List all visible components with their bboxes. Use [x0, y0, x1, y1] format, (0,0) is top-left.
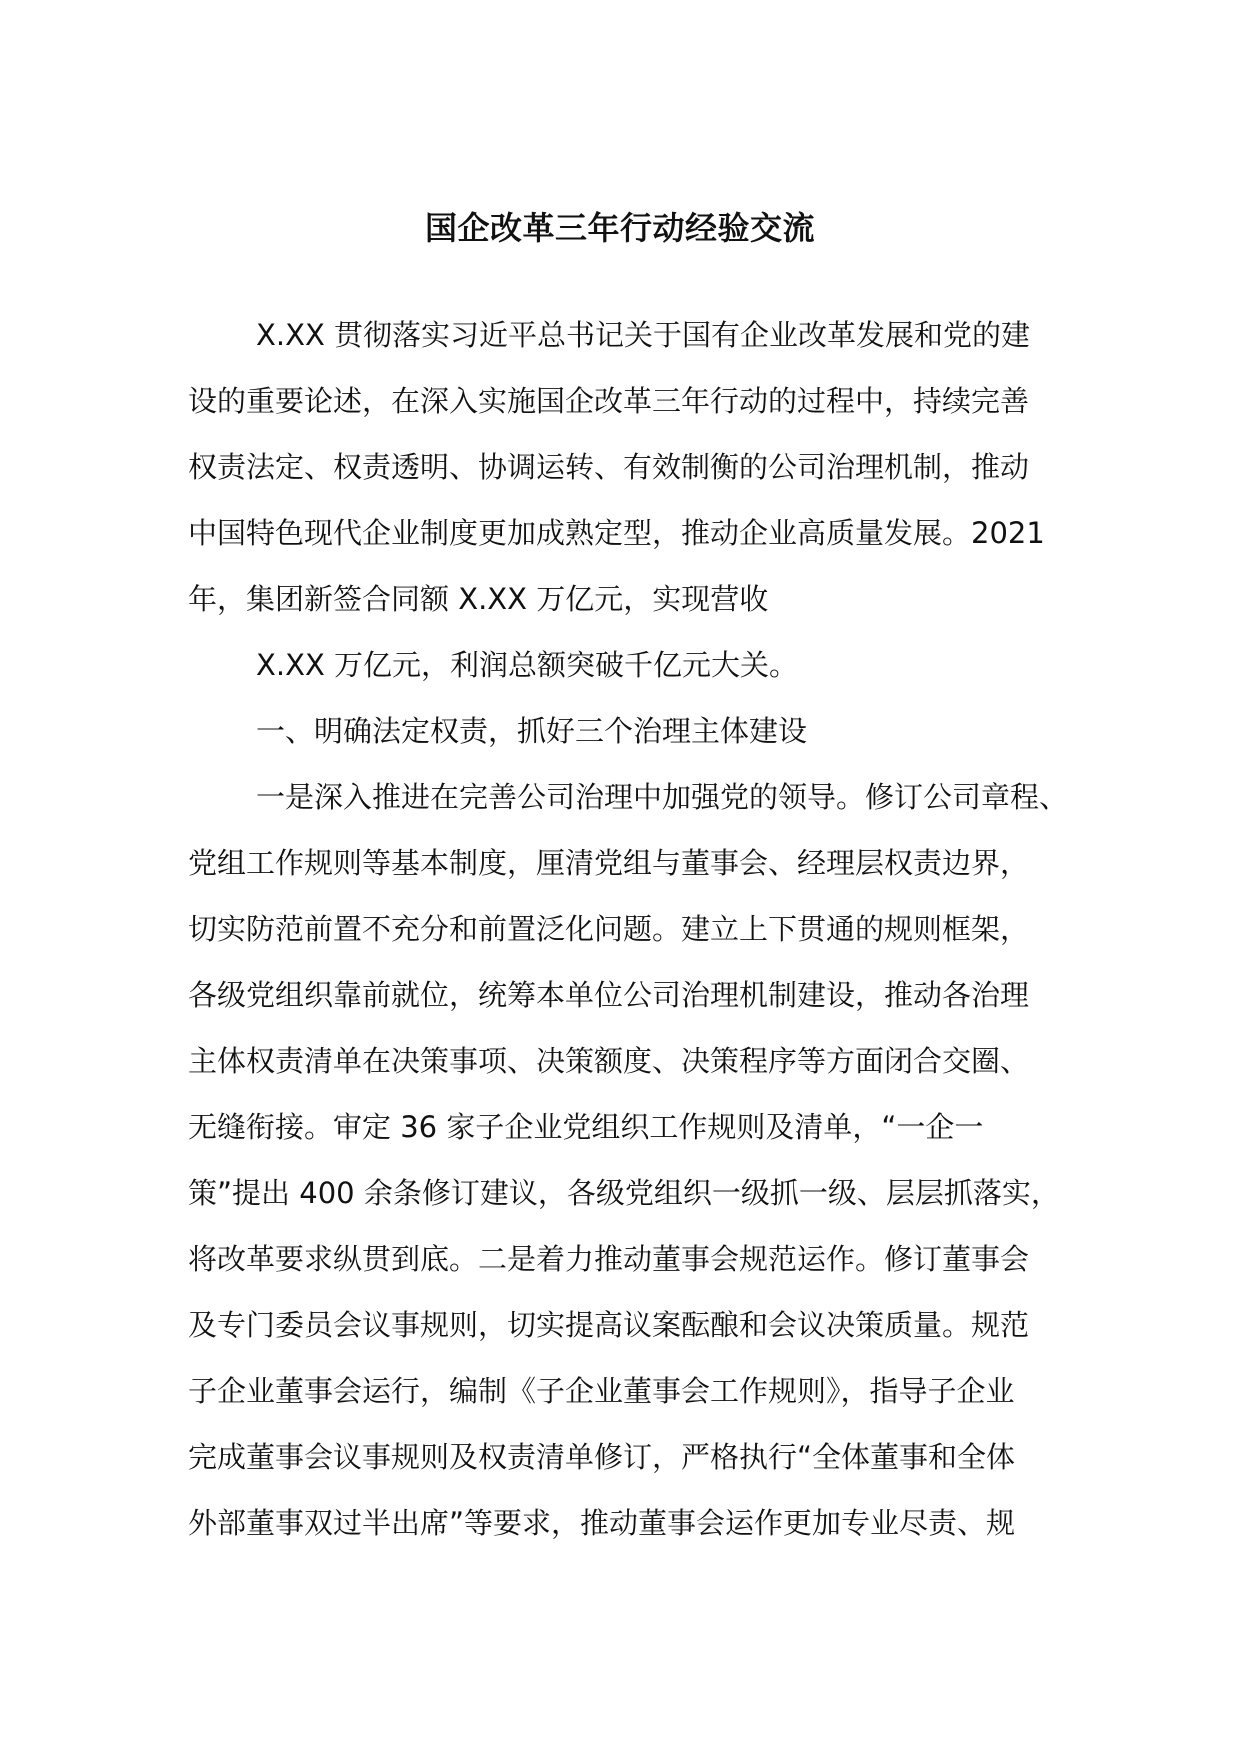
paragraph-line: 权责法定、权责透明、协调运转、有效制衡的公司治理机制，推动	[188, 450, 1030, 484]
paragraph-line: 主体权责清单在决策事项、决策额度、决策程序等方面闭合交圈、	[188, 1044, 1030, 1078]
paragraph-line: X.XX 贯彻落实习近平总书记关于国有企业改革发展和党的建	[256, 318, 1031, 352]
paragraph-line: 策”提出 400 余条修订建议，各级党组织一级抓一级、层层抓落实，	[188, 1176, 1060, 1210]
paragraph-line: 中国特色现代企业制度更加成熟定型，推动企业高质量发展。2021	[188, 516, 1045, 550]
paragraph-line: 切实防范前置不充分和前置泛化问题。建立上下贯通的规则框架，	[188, 912, 1030, 946]
paragraph-line: X.XX 万亿元，利润总额突破千亿元大关。	[256, 648, 799, 682]
paragraph-line: 无缝衔接。审定 36 家子企业党组织工作规则及清单，“一企一	[188, 1110, 984, 1144]
document-body	[188, 302, 1068, 1556]
section-heading-line: 一、明确法定权责，抓好三个治理主体建设	[256, 714, 808, 748]
paragraph-revenue	[188, 632, 1068, 698]
paragraph-intro	[188, 302, 1068, 632]
paragraph-governance	[188, 764, 1068, 1556]
paragraph-line: 将改革要求纵贯到底。二是着力推动董事会规范运作。修订董事会	[188, 1242, 1030, 1276]
paragraph-line: 一是深入推进在完善公司治理中加强党的领导。修订公司章程、	[256, 780, 1069, 814]
paragraph-line: 完成董事会议事规则及权责清单修订，严格执行“全体董事和全体	[188, 1440, 1016, 1474]
paragraph-line: 党组工作规则等基本制度，厘清党组与董事会、经理层权责边界，	[188, 846, 1030, 880]
document-title: 国企改革三年行动经验交流	[424, 209, 815, 247]
section-heading	[188, 698, 1068, 764]
paragraph-line: 年，集团新签合同额 X.XX 万亿元，实现营收	[188, 582, 769, 616]
paragraph-line: 外部董事双过半出席”等要求，推动董事会运作更加专业尽责、规	[188, 1506, 1016, 1540]
paragraph-line: 各级党组织靠前就位，统筹本单位公司治理机制建设，推动各治理	[188, 978, 1030, 1012]
paragraph-line: 子企业董事会运行，编制《子企业董事会工作规则》，指导子企业	[188, 1374, 1015, 1408]
paragraph-line: 及专门委员会议事规则，切实提高议案酝酿和会议决策质量。规范	[188, 1308, 1030, 1342]
paragraph-line: 设的重要论述，在深入实施国企改革三年行动的过程中，持续完善	[188, 384, 1030, 418]
